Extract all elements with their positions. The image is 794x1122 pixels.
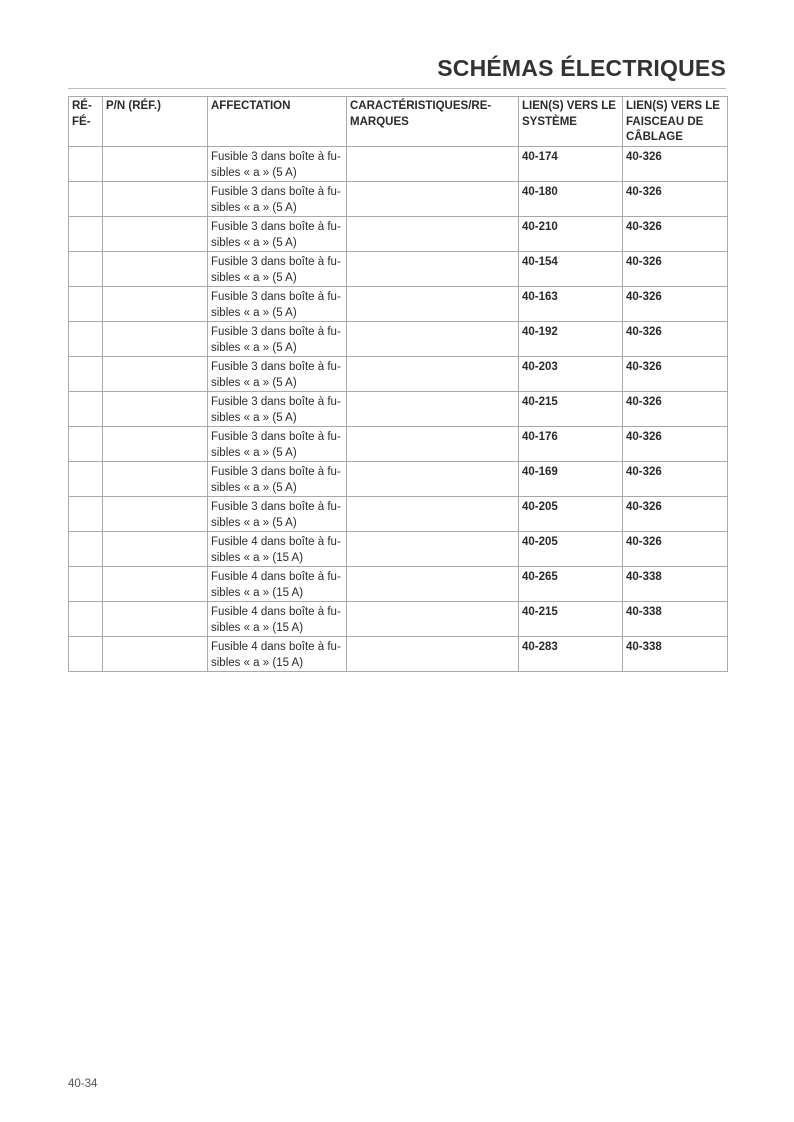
header-divider — [68, 88, 726, 89]
cell-system-link: 40-192 — [519, 321, 623, 356]
cell-harness-link: 40-326 — [623, 181, 728, 216]
cell-remarks — [347, 286, 519, 321]
cell-pn — [103, 601, 208, 636]
cell-system-link: 40-203 — [519, 356, 623, 391]
page-title: SCHÉMAS ÉLECTRIQUES — [437, 55, 726, 81]
cell-harness-link: 40-326 — [623, 356, 728, 391]
cell-system-link: 40-174 — [519, 146, 623, 181]
cell-affectation: Fusible 3 dans boîte à fu- sibles « a » (5 A) — [208, 146, 347, 181]
cell-pn — [103, 391, 208, 426]
table-row — [69, 566, 728, 601]
cell-harness-link: 40-326 — [623, 426, 728, 461]
table-row — [69, 146, 728, 181]
cell-ref — [69, 566, 103, 601]
column-header-affectation: AFFECTATION — [208, 97, 347, 147]
cell-pn — [103, 636, 208, 671]
cell-affectation: Fusible 3 dans boîte à fu- sibles « a » (5 A) — [208, 391, 347, 426]
cell-system-link: 40-205 — [519, 496, 623, 531]
cell-system-link: 40-215 — [519, 391, 623, 426]
fuse-table — [68, 96, 728, 672]
cell-pn — [103, 566, 208, 601]
table-row — [69, 286, 728, 321]
cell-affectation: Fusible 3 dans boîte à fu- sibles « a » (5 A) — [208, 181, 347, 216]
cell-affectation: Fusible 3 dans boîte à fu- sibles « a » (5 A) — [208, 286, 347, 321]
cell-affectation: Fusible 4 dans boîte à fu- sibles « a » (15 A) — [208, 566, 347, 601]
cell-ref — [69, 426, 103, 461]
table-row — [69, 181, 728, 216]
cell-affectation: Fusible 3 dans boîte à fu- sibles « a » (5 A) — [208, 461, 347, 496]
cell-pn — [103, 461, 208, 496]
column-header-pn: P/N (RÉF.) — [103, 97, 208, 147]
cell-ref — [69, 531, 103, 566]
cell-remarks — [347, 251, 519, 286]
cell-remarks — [347, 426, 519, 461]
cell-affectation: Fusible 3 dans boîte à fu- sibles « a » (5 A) — [208, 426, 347, 461]
table-header-row — [69, 97, 728, 147]
cell-harness-link: 40-326 — [623, 391, 728, 426]
table-row — [69, 356, 728, 391]
cell-system-link: 40-210 — [519, 216, 623, 251]
cell-pn — [103, 356, 208, 391]
cell-harness-link: 40-338 — [623, 566, 728, 601]
cell-affectation: Fusible 4 dans boîte à fu- sibles « a » (15 A) — [208, 601, 347, 636]
cell-system-link: 40-265 — [519, 566, 623, 601]
cell-remarks — [347, 531, 519, 566]
cell-ref — [69, 321, 103, 356]
table-row — [69, 461, 728, 496]
cell-ref — [69, 216, 103, 251]
table-row — [69, 636, 728, 671]
cell-ref — [69, 461, 103, 496]
cell-affectation: Fusible 3 dans boîte à fu- sibles « a » (5 A) — [208, 496, 347, 531]
cell-system-link: 40-169 — [519, 461, 623, 496]
column-header-remarks: CARACTÉRISTIQUES/RE- MARQUES — [347, 97, 519, 147]
page-number: 40-34 — [68, 1078, 98, 1090]
cell-remarks — [347, 181, 519, 216]
cell-harness-link: 40-326 — [623, 496, 728, 531]
table-row — [69, 321, 728, 356]
cell-system-link: 40-205 — [519, 531, 623, 566]
cell-system-link: 40-215 — [519, 601, 623, 636]
table-body — [69, 146, 728, 671]
cell-system-link: 40-176 — [519, 426, 623, 461]
cell-pn — [103, 286, 208, 321]
cell-harness-link: 40-326 — [623, 461, 728, 496]
cell-remarks — [347, 356, 519, 391]
cell-affectation: Fusible 4 dans boîte à fu- sibles « a » (15 A) — [208, 636, 347, 671]
table-row — [69, 601, 728, 636]
cell-remarks — [347, 496, 519, 531]
table-row — [69, 391, 728, 426]
table-row — [69, 531, 728, 566]
cell-ref — [69, 181, 103, 216]
cell-system-link: 40-180 — [519, 181, 623, 216]
cell-ref — [69, 391, 103, 426]
cell-ref — [69, 636, 103, 671]
cell-pn — [103, 321, 208, 356]
cell-remarks — [347, 461, 519, 496]
column-header-ref: RÉ- FÉ- — [69, 97, 103, 147]
cell-pn — [103, 531, 208, 566]
cell-pn — [103, 496, 208, 531]
cell-remarks — [347, 321, 519, 356]
cell-harness-link: 40-338 — [623, 636, 728, 671]
cell-system-link: 40-283 — [519, 636, 623, 671]
cell-ref — [69, 146, 103, 181]
cell-pn — [103, 426, 208, 461]
cell-harness-link: 40-326 — [623, 286, 728, 321]
cell-system-link: 40-154 — [519, 251, 623, 286]
cell-ref — [69, 286, 103, 321]
cell-harness-link: 40-326 — [623, 251, 728, 286]
cell-harness-link: 40-326 — [623, 321, 728, 356]
cell-affectation: Fusible 3 dans boîte à fu- sibles « a » (5 A) — [208, 216, 347, 251]
cell-remarks — [347, 216, 519, 251]
cell-affectation: Fusible 4 dans boîte à fu- sibles « a » (15 A) — [208, 531, 347, 566]
cell-ref — [69, 356, 103, 391]
cell-harness-link: 40-326 — [623, 531, 728, 566]
cell-pn — [103, 251, 208, 286]
cell-affectation: Fusible 3 dans boîte à fu- sibles « a » (5 A) — [208, 356, 347, 391]
column-header-harness-links: LIEN(S) VERS LE FAISCEAU DE CÂBLAGE — [623, 97, 728, 147]
table-row — [69, 496, 728, 531]
table-row — [69, 251, 728, 286]
cell-remarks — [347, 566, 519, 601]
cell-ref — [69, 251, 103, 286]
cell-harness-link: 40-326 — [623, 146, 728, 181]
cell-remarks — [347, 391, 519, 426]
cell-remarks — [347, 146, 519, 181]
cell-system-link: 40-163 — [519, 286, 623, 321]
cell-remarks — [347, 636, 519, 671]
cell-affectation: Fusible 3 dans boîte à fu- sibles « a » (5 A) — [208, 321, 347, 356]
cell-harness-link: 40-326 — [623, 216, 728, 251]
cell-remarks — [347, 601, 519, 636]
cell-harness-link: 40-338 — [623, 601, 728, 636]
cell-affectation: Fusible 3 dans boîte à fu- sibles « a » (5 A) — [208, 251, 347, 286]
table-row — [69, 426, 728, 461]
cell-ref — [69, 496, 103, 531]
cell-pn — [103, 216, 208, 251]
column-header-system-links: LIEN(S) VERS LE SYSTÈME — [519, 97, 623, 147]
cell-ref — [69, 601, 103, 636]
cell-pn — [103, 181, 208, 216]
cell-pn — [103, 146, 208, 181]
table-row — [69, 216, 728, 251]
